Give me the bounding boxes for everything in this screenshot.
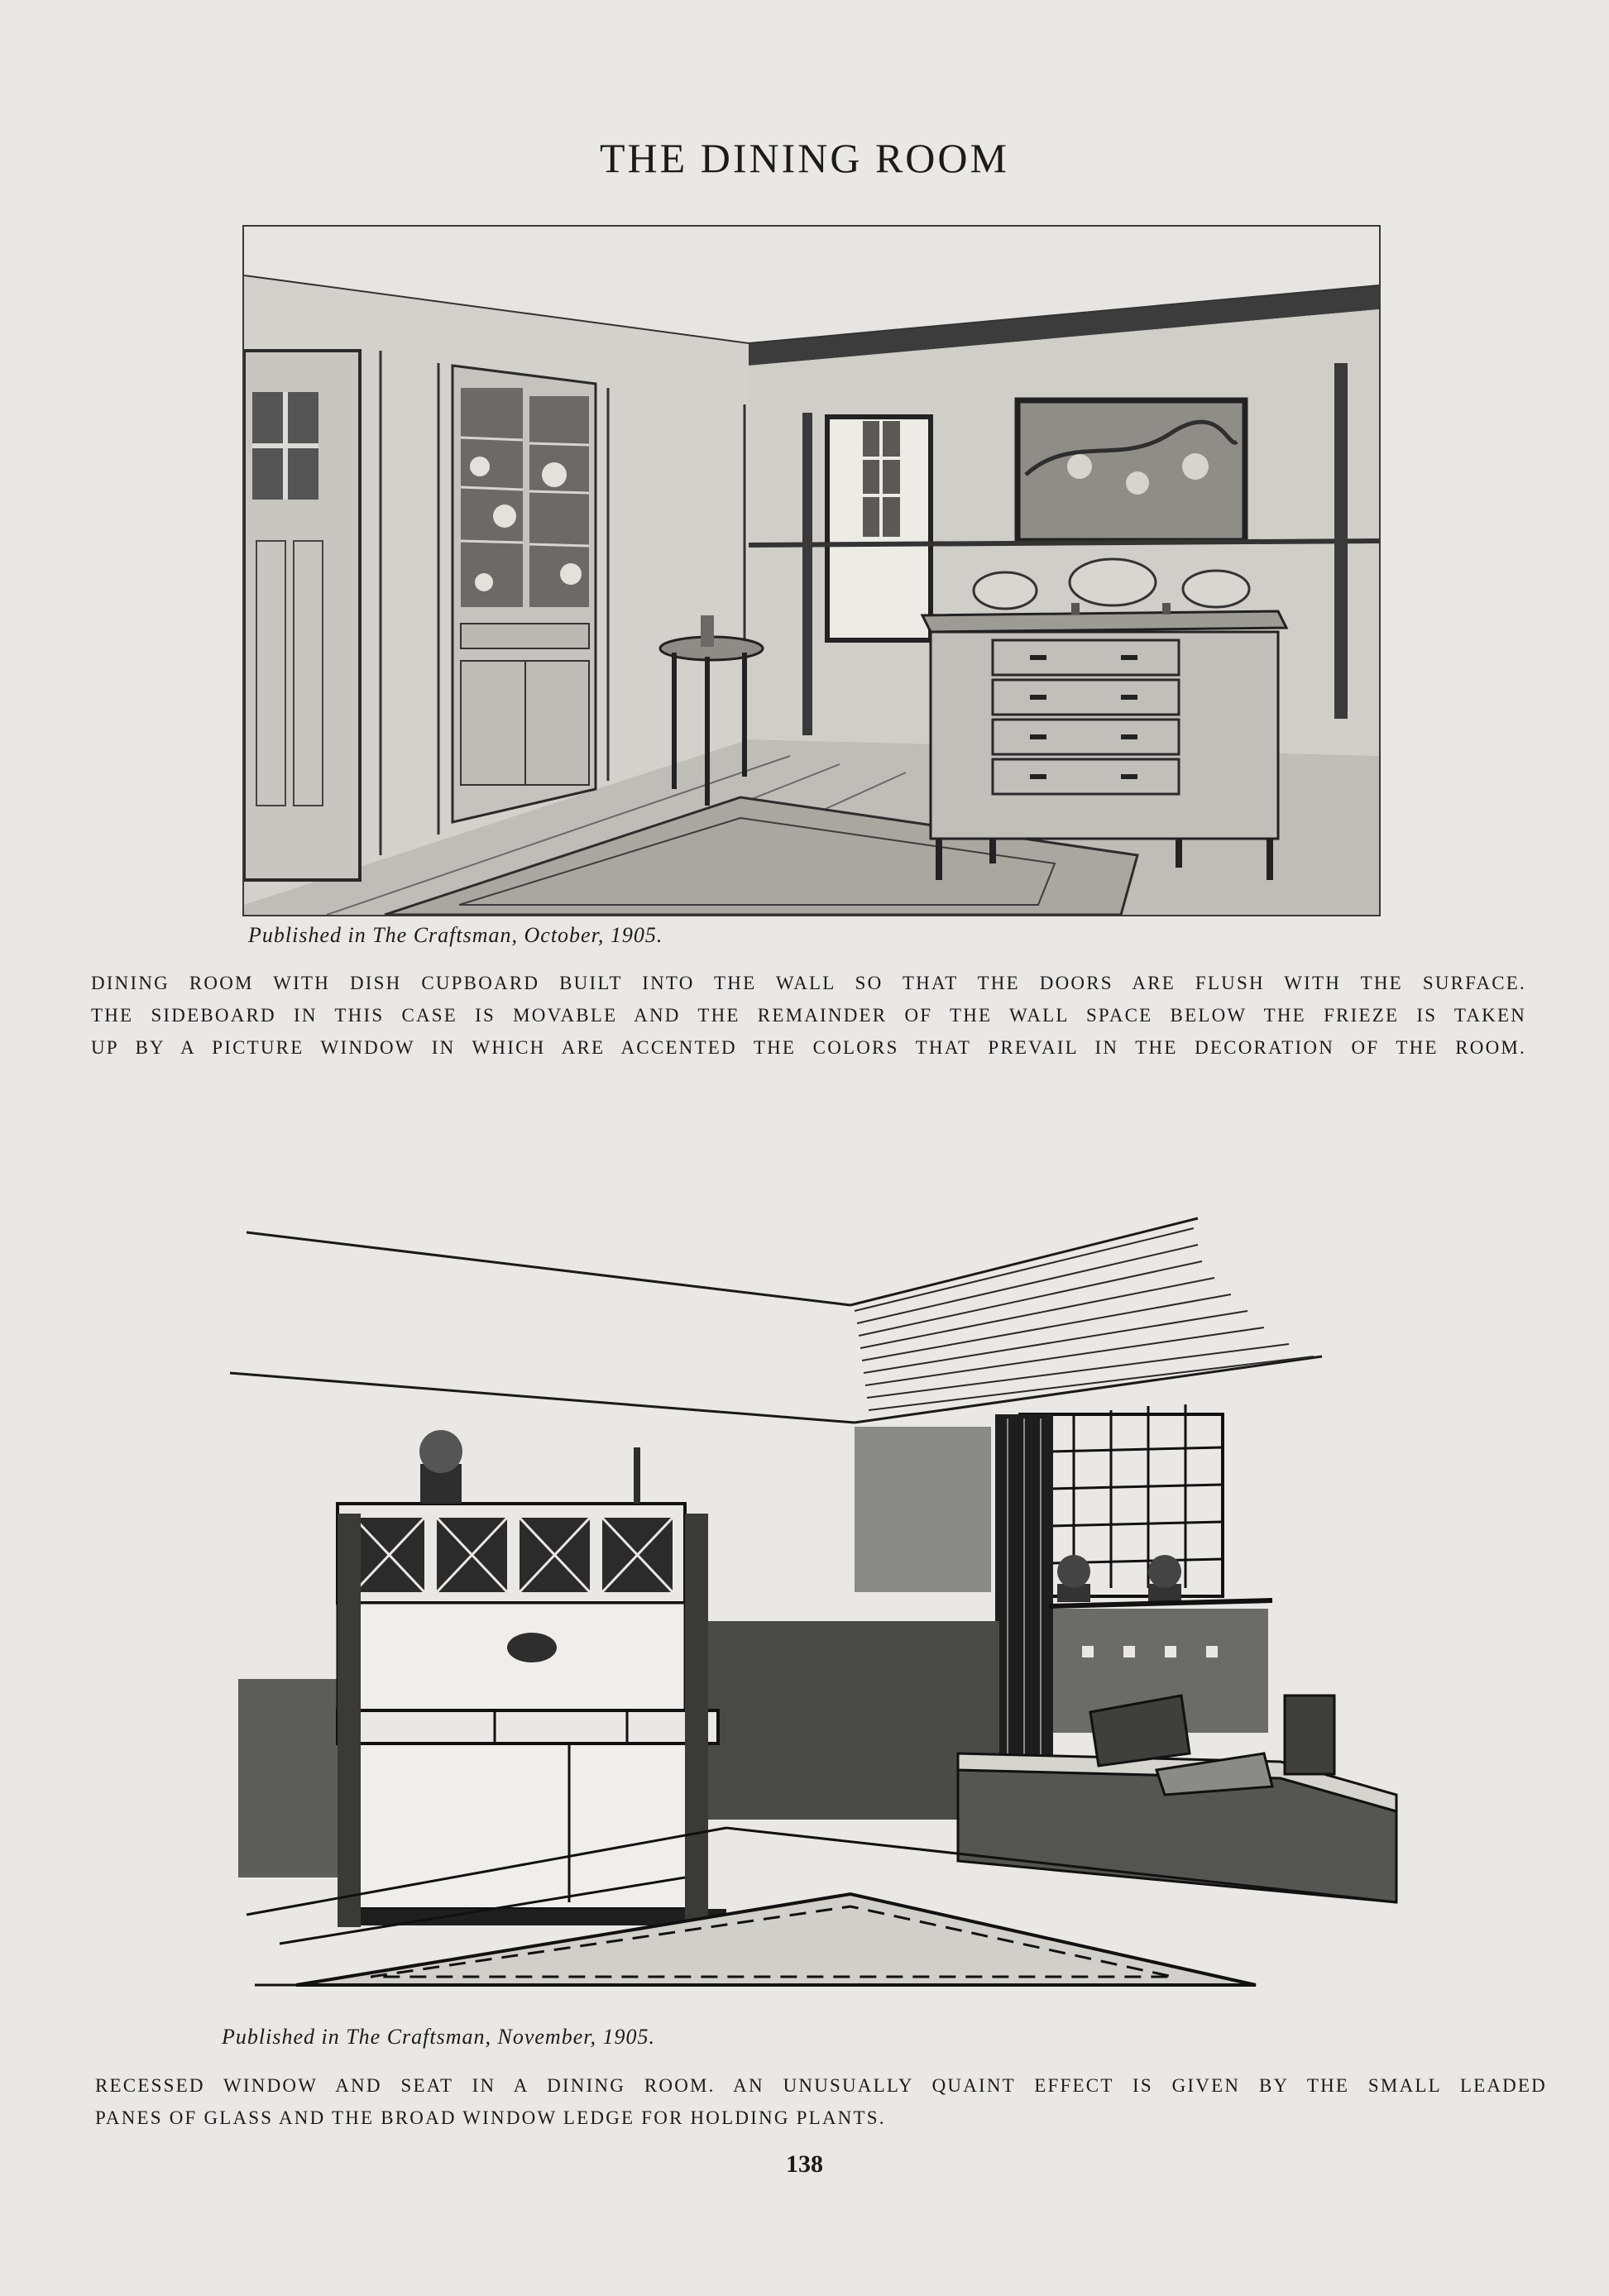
figure-1-description-line: UP BY A PICTURE WINDOW IN WHICH ARE ACCENTED THE COLORS THAT PREVAIL IN THE DECORATION OF THE ROOM. <box>91 1037 1526 1058</box>
figure-2-description <box>95 2069 1547 2134</box>
figure-1-description <box>91 967 1526 1064</box>
page-number: 138 <box>786 2150 823 2178</box>
figure-1-description-line: THE SIDEBOARD IN THIS CASE IS MOVABLE AND THE REMAINDER OF THE WALL SPACE BELOW THE FRIEZE IS TAKEN <box>91 1005 1526 1026</box>
figure-1-source-caption: Published in The Craftsman, October, 1905. <box>248 923 663 947</box>
dining-room-sketch-1 <box>244 227 1379 915</box>
figure-2-description-line: PANES OF GLASS AND THE BROAD WINDOW LEDGE FOR HOLDING PLANTS. <box>95 2107 886 2128</box>
figure-2-source-caption: Published in The Craftsman, November, 1905. <box>222 2025 655 2049</box>
illustration-dish-cupboard <box>242 225 1381 916</box>
figure-2-description-line: RECESSED WINDOW AND SEAT IN A DINING ROOM. AN UNUSUALLY QUAINT EFFECT IS GIVEN BY THE SMALL LEADED <box>95 2075 1547 2096</box>
dining-room-sketch-2 <box>222 1216 1413 2018</box>
figure-1-description-line: DINING ROOM WITH DISH CUPBOARD BUILT INTO THE WALL SO THAT THE DOORS ARE FLUSH WITH THE SURFACE. <box>91 973 1526 993</box>
illustration-recessed-window-seat <box>222 1216 1413 2018</box>
page-title: THE DINING ROOM <box>600 134 1009 181</box>
